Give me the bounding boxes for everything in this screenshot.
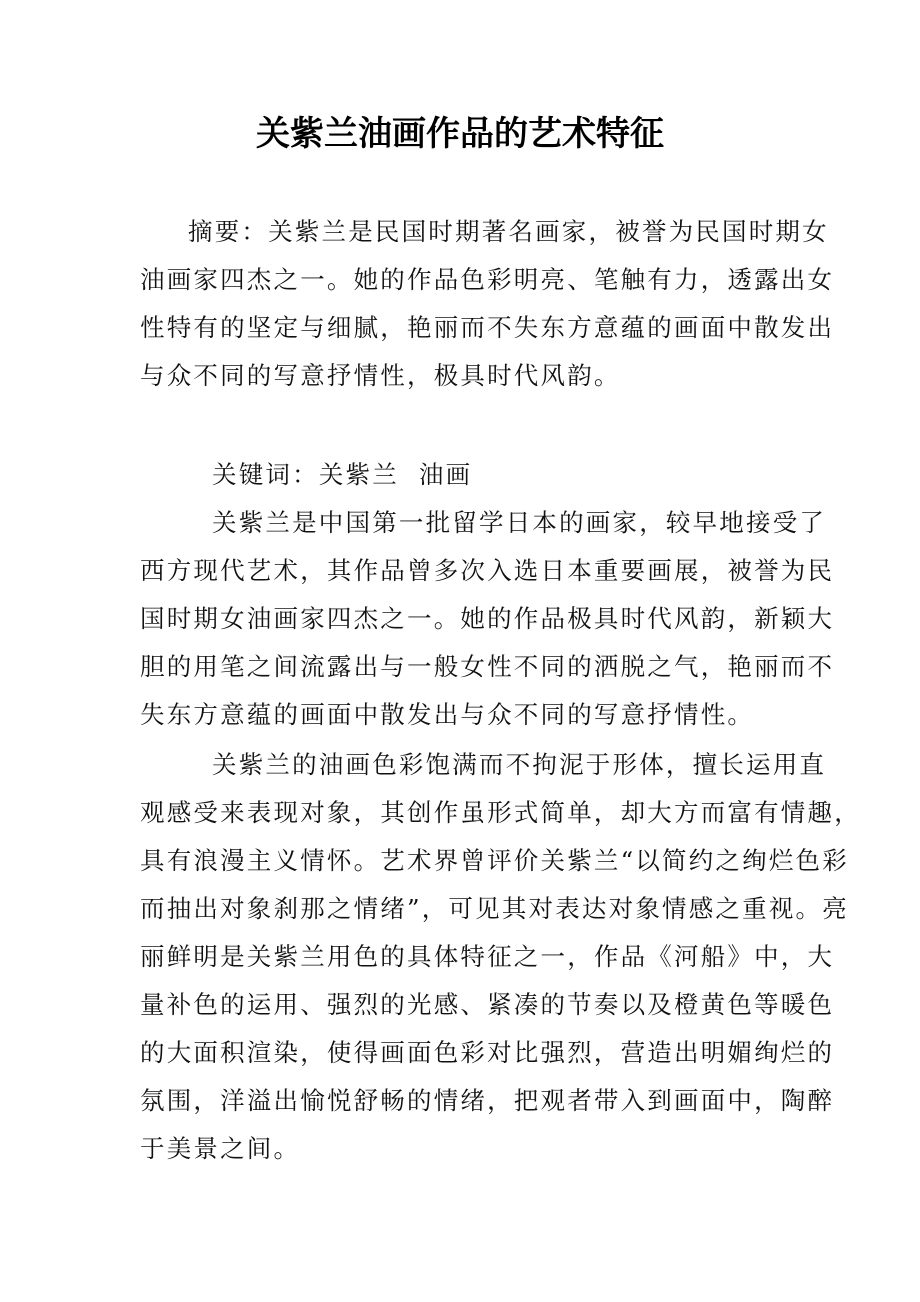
keywords-line: [140, 451, 786, 499]
body-paragraph-2: [140, 741, 861, 1173]
paragraph-line: 观感受来表现对象，其创作虽形式简单，却大方而富有情趣，: [140, 798, 861, 827]
abstract-line: 摘要：关紫兰是民国时期著名画家，被誉为民国时期女: [188, 217, 829, 246]
paragraph-line: 西方现代艺术，其作品曾多次入选日本重要画展，被誉为民: [140, 556, 835, 585]
paragraph-line: 而抽出对象刹那之情绪”，可见其对表达对象情感之重视。亮: [140, 894, 849, 923]
keywords-label: 关键词：: [212, 460, 319, 489]
paragraph-line: 国时期女油画家四杰之一。她的作品极具时代风韵，新颖大: [140, 604, 835, 633]
abstract-paragraph: [140, 208, 835, 400]
body-paragraph-1: [140, 499, 835, 739]
paragraph-line: 失东方意蕴的画面中散发出与众不同的写意抒情性。: [140, 700, 755, 729]
paragraph-line: 氛围，洋溢出愉悦舒畅的情绪，把观者带入到画面中，陶醉: [140, 1086, 835, 1115]
abstract-line: 性特有的坚定与细腻，艳丽而不失东方意蕴的画面中散发出: [140, 313, 835, 342]
abstract-line: 与众不同的写意抒情性，极具时代风韵。: [140, 361, 621, 390]
paragraph-line: 于美景之间。: [140, 1134, 301, 1163]
paragraph-line: 量补色的运用、强烈的光感、紧凑的节奏以及橙黄色等暖色: [140, 990, 835, 1019]
abstract-line: 油画家四杰之一。她的作品色彩明亮、笔触有力，透露出女: [140, 265, 835, 294]
paragraph-line: 胆的用笔之间流露出与一般女性不同的洒脱之气，艳丽而不: [140, 652, 835, 681]
keywords-text: [140, 451, 786, 499]
paragraph-line: 具有浪漫主义情怀。艺术界曾评价关紫兰“以简约之绚烂色彩: [140, 846, 849, 875]
keywords-values: 关紫兰 油画: [318, 460, 473, 489]
paragraph-line: 丽鲜明是关紫兰用色的具体特征之一，作品《河船》中，大: [140, 942, 835, 971]
document-title: 关紫兰油画作品的艺术特征: [256, 114, 664, 154]
paragraph-line: 关紫兰的油画色彩饱满而不拘泥于形体，擅长运用直: [212, 750, 827, 779]
paragraph-line: 关紫兰是中国第一批留学日本的画家，较早地接受了: [212, 508, 827, 537]
paragraph-line: 的大面积渲染，使得画面色彩对比强烈，营造出明媚绚烂的: [140, 1038, 835, 1067]
